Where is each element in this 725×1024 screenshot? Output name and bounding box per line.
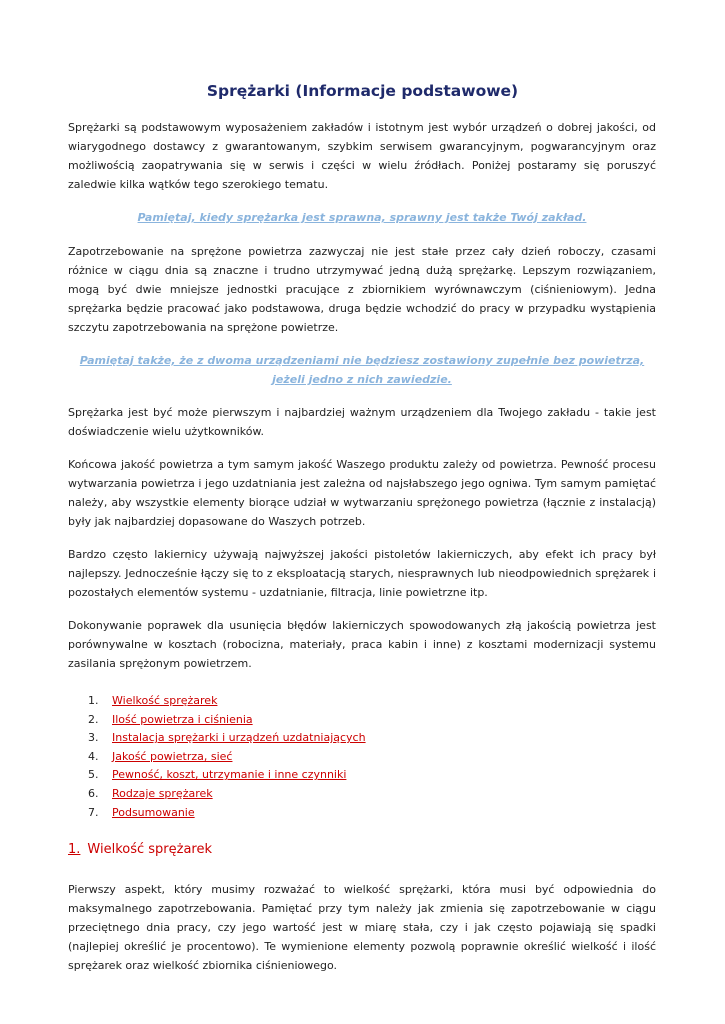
page-title: Sprężarki (Informacje podstawowe): [206, 82, 519, 100]
section-number: 1.: [68, 842, 81, 857]
toc-item: [88, 785, 366, 804]
highlight-quote: Pamiętaj, kiedy sprężarka jest sprawna, sprawny jest także Twój zakład.: [137, 211, 587, 224]
toc-number: 1.: [88, 694, 99, 707]
toc-number: 2.: [88, 712, 99, 726]
toc-link[interactable]: Jakość powietrza, sieć: [112, 749, 233, 763]
toc-item: [88, 711, 366, 730]
toc-link[interactable]: Instalacja sprężarki i urządzeń uzdatniających: [112, 731, 366, 745]
body-paragraph: Zapotrzebowanie na sprężone powietrza zazwyczaj nie jest stałe przez cały dzień roboczy, czasami różnice w ciągu dnia są znaczne i trudno utrzymywać jedną dużą sprężarkę. Lepszym rozwiązaniem, mogą być dwie mniejsze jednostki pracujące z zbiornikiem wyrównawczym (ciśnieniowym). Jedna sprężarka będzie pracować jako podstawowa, druga będzie wchodzić do pracy w przypadku wystąpienia szczytu zapotrzebowania na sprężone powietrze.: [68, 245, 656, 334]
section-title: Wielkość sprężarek: [87, 842, 213, 857]
intro-paragraph: Sprężarki są podstawowym wyposażeniem zakładów i istotnym jest wybór urządzeń o dobrej jakości, od wiarygodnego dostawcy z gwarantowanym, szybkim serwisem gwarancyjnym, pogwarancyjnym oraz możliwością zaopatrywania się w serwis i części w wielu źródłach. Poniżej postaramy się poruszyć zaledwie kilka wątków tego szerokiego tematu.: [68, 121, 656, 191]
toc-link[interactable]: Wielkość sprężarek: [112, 694, 218, 707]
highlight-quote: Pamiętaj także, że z dwoma urządzeniami nie będziesz zostawiony zupełnie bez powietrza, jeżeli jedno z nich zawiedzie.: [79, 354, 645, 386]
body-paragraph: Bardzo często lakiernicy używają najwyższej jakości pistoletów lakierniczych, aby efekt ich pracy był najlepszy. Jednocześnie łączy się to z eksploatacją starych, niesprawnych lub nieodpowiednich sprężarek i pozostałych elementów systemu - uzdatnianie, filtracja, linie powietrzne itp.: [68, 548, 656, 599]
toc-number: 5.: [88, 768, 99, 782]
body-paragraph: Dokonywanie poprawek dla usunięcia błędów lakierniczych spowodowanych złą jakością powietrza jest porównywalne w kosztach (robocizna, materiały, praca kabin i inne) z kosztami modernizacji systemu zasilania sprężonym powietrzem.: [68, 619, 656, 670]
section-heading: [68, 842, 212, 857]
body-paragraph: Sprężarka jest być może pierwszym i najbardziej ważnym urządzeniem dla Twojego zakładu - takie jest doświadczenie wielu użytkowników.: [68, 406, 656, 438]
toc-link[interactable]: Ilość powietrza i ciśnienia: [112, 712, 253, 726]
toc-number: 6.: [88, 786, 99, 800]
toc-item: [88, 748, 366, 767]
toc-item: [88, 729, 366, 748]
body-paragraph: Końcowa jakość powietrza a tym samym jakość Waszego produktu zależy od powietrza. Pewność procesu wytwarzania powietrza i jego uzdatniania jest zależna od najsłabszego jego ogniwa. Tym samym pamiętać należy, aby wszystkie elementy biorące udział w wytwarzaniu sprężonego powietrza (łącznie z instalacją) były jak najbardziej dopasowane do Waszych potrzeb.: [68, 458, 656, 528]
toc-link[interactable]: Pewność, koszt, utrzymanie i inne czynniki: [112, 768, 347, 782]
toc-number: 3.: [88, 731, 99, 745]
section-paragraph: Pierwszy aspekt, który musimy rozważać to wielkość sprężarki, która musi być odpowiednia do maksymalnego zapotrzebowania. Pamiętać przy tym należy jak zmienia się zapotrzebowanie w ciągu przeciętnego dnia pracy, czy jego wartość jest w miarę stała, czy i jak często pojawiają się spadki (najlepiej określić je procentowo). Te wymienione elementy pozwolą poprawnie określić wielkość i ilość sprężarek oraz wielkość zbiornika ciśnieniowego.: [68, 883, 656, 972]
toc-item: [88, 766, 366, 785]
toc-item: [88, 804, 366, 823]
toc-item: [88, 692, 366, 711]
toc-number: 7.: [88, 805, 99, 819]
table-of-contents: [88, 692, 366, 822]
toc-link[interactable]: Rodzaje sprężarek: [112, 786, 213, 800]
toc-number: 4.: [88, 749, 99, 763]
toc-link[interactable]: Podsumowanie: [112, 805, 195, 819]
